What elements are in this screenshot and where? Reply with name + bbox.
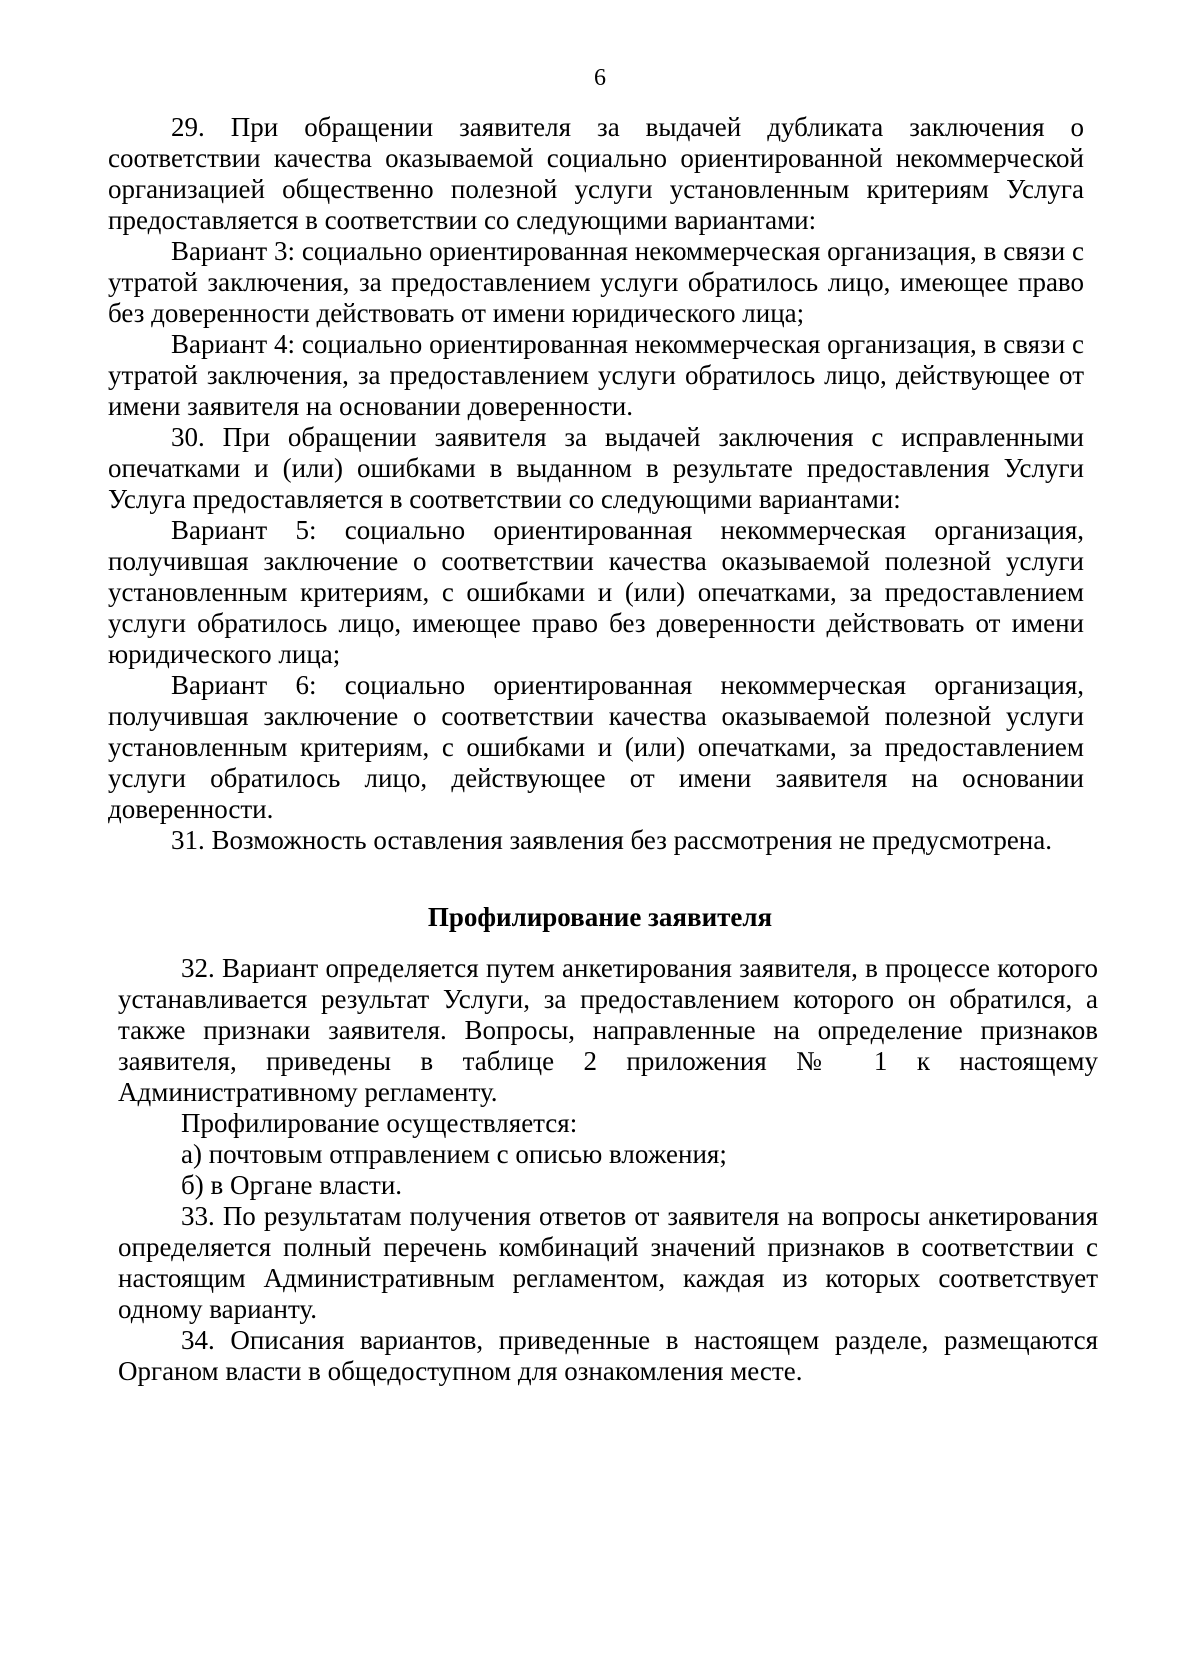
paragraph-profiling: Профилирование осуществляется: [181,1108,578,1138]
paragraph-34: 34. Описания вариантов, приведенные в настоящем разделе, размещаются Органом власти в общедоступном для ознакомления месте. [118,1325,1098,1386]
paragraph-variant-5: Вариант 5: социально ориентированная некоммерческая организация, получившая заключение о соответствии качества оказываемой полезной услуги установленным критериям, с ошибками и (или) опечатками, за предоставлением услуги обратилось лицо, имеющее право без доверенности действовать от имени юридического лица; [108,515,1084,669]
paragraph-32: 32. Вариант определяется путем анкетирования заявителя, в процессе которого устанавливается результат Услуги, за предоставлением которого он обратился, а также признаки заявителя. Вопросы, направленные на определение признаков заявителя, приведены в таблице 2 приложения № 1 к настоящему Административному регламенту. [118,953,1098,1107]
section-title: Профилирование заявителя [427,902,773,932]
paragraph-variant-6: Вариант 6: социально ориентированная некоммерческая организация, получившая заключение о соответствии качества оказываемой полезной услуги установленным критериям, с ошибками и (или) опечатками, за предоставлением услуги обратилось лицо, действующее от имени заявителя на основании доверенности. [108,670,1084,824]
paragraph-33: 33. По результатам получения ответов от заявителя на вопросы анкетирования определяется полный перечень комбинаций значений признаков в соответствии с настоящим Административным регламентом, каждая из которых соответствует одному варианту. [118,1201,1098,1324]
text-block-top [108,112,1084,856]
paragraph-variant-4: Вариант 4: социально ориентированная некоммерческая организация, в связи с утратой заключения, за предоставлением услуги обратилось лицо, действующее от имени заявителя на основании доверенности. [108,329,1084,421]
page-number: 6 [594,65,606,91]
paragraph-variant-3: Вариант 3: социально ориентированная некоммерческая организация, в связи с утратой заключения, за предоставлением услуги обратилось лицо, имеющее право без доверенности действовать от имени юридического лица; [108,236,1084,328]
paragraph-profiling-b: б) в Органе власти. [181,1170,403,1200]
paragraph-30: 30. При обращении заявителя за выдачей заключения с исправленными опечатками и (или) ошибками в выданном в результате предоставления Услуги Услуга предоставляется в соответствии со следующими вариантами: [108,422,1084,514]
text-block-bottom [118,953,1098,1387]
paragraph-29: 29. При обращении заявителя за выдачей дубликата заключения о соответствии качества оказываемой социально ориентированной некоммерческой организацией общественно полезной услуги установленным критериям Услуга предоставляется в соответствии со следующими вариантами: [108,112,1084,235]
paragraph-31: 31. Возможность оставления заявления без рассмотрения не предусмотрена. [171,825,1052,855]
paragraph-profiling-a: а) почтовым отправлением с описью вложения; [181,1139,727,1169]
